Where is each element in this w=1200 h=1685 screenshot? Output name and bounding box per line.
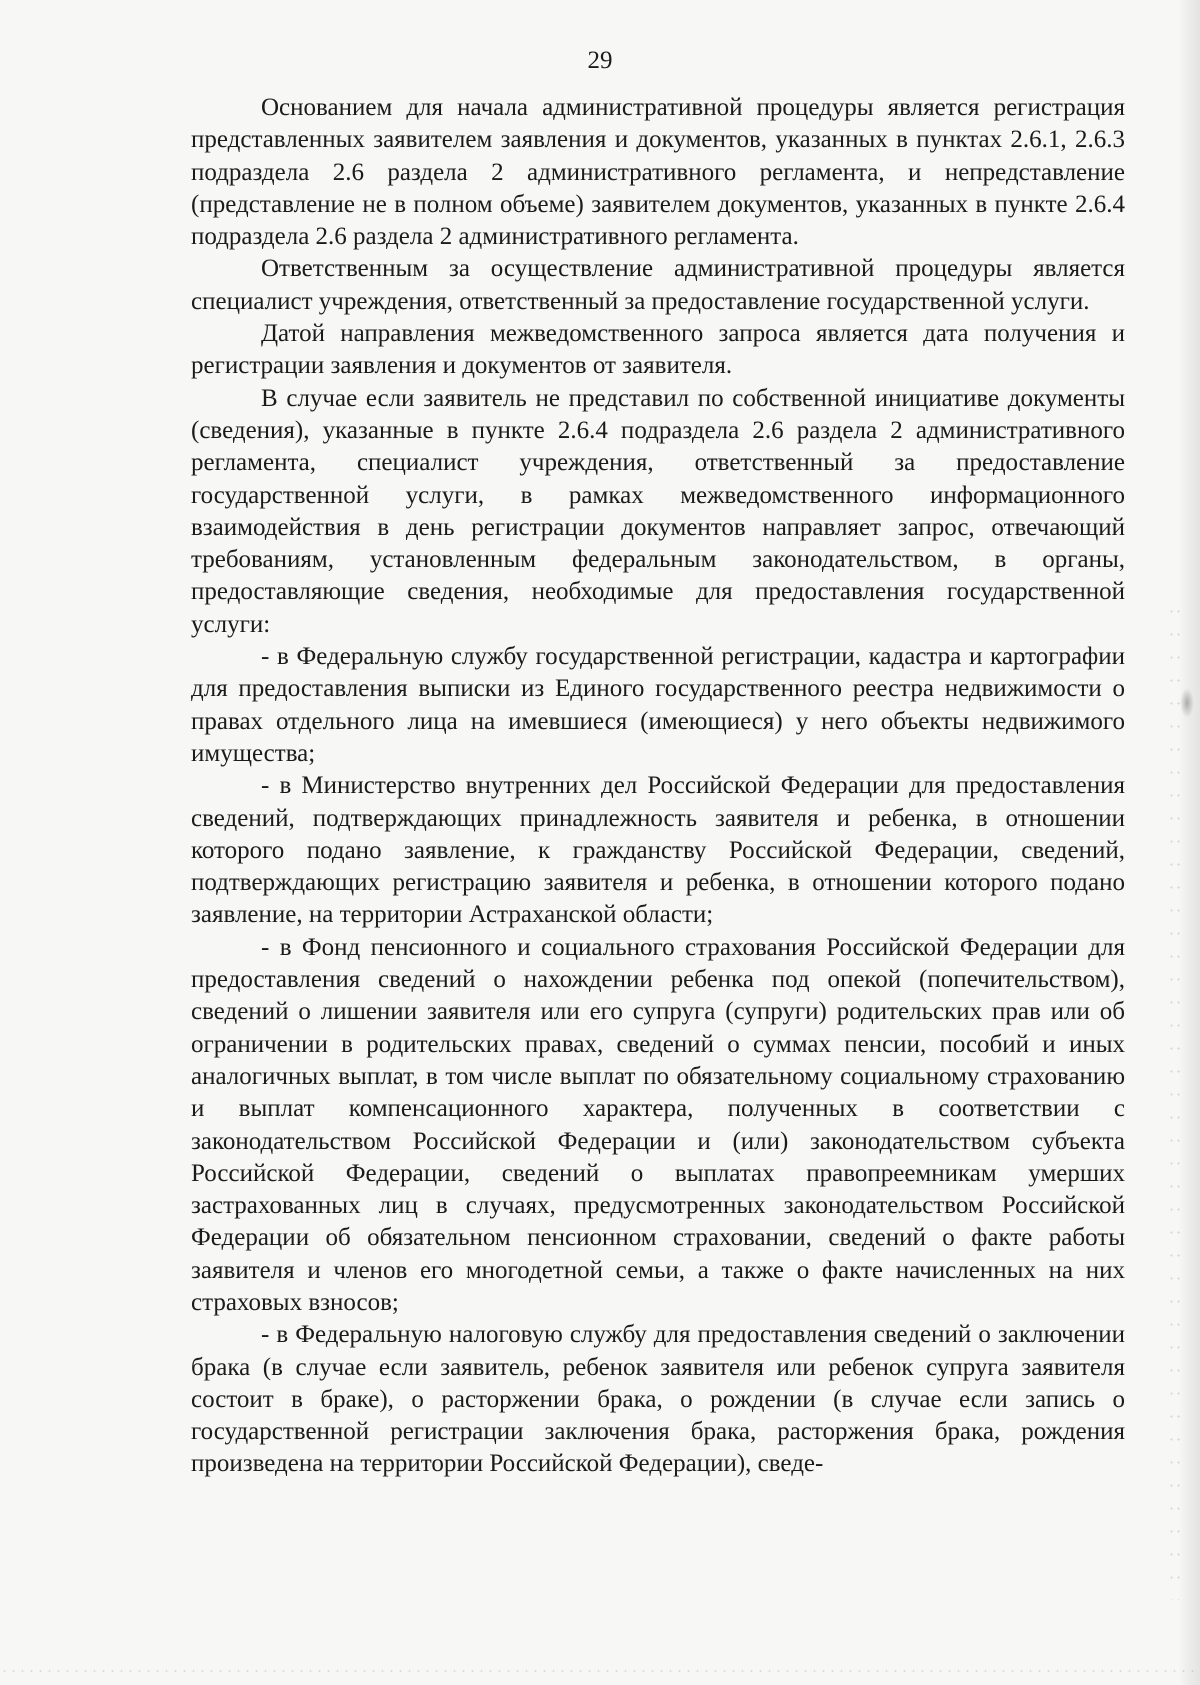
scan-bottom-noise xyxy=(0,1668,1200,1674)
page-number: 29 xyxy=(587,47,613,74)
paragraph-request-date: Датой направления межведомственного запроса является дата получения и регистрации заявления и документов от заявителя. xyxy=(191,320,1125,380)
list-item-social-fund: - в Фонд пенсионного и социального страхования Российской Федерации для предоставления сведений о нахождении ребенка под опекой (попечительством), сведений о лишении заявителя или его супруга (супруги) родительских прав или об ограничении в родительских правах, сведений о суммах пенсии, пособий и иных аналогичных выплат, в том числе выплат по обязательному социальному страхованию и выплат компенсационного характера, полученных в соответствии с законодательством Российской Федерации и (или) законодательством субъекта Российской Федерации, сведений о выплатах правопреемникам умерших застрахованных лиц в случаях, предусмотренных законодательством Российской Федерации об обязательном пенсионном страховании, сведений о факте работы заявителя и членов его многодетной семьи, а также о факте начисленных на них страховых взносов; xyxy=(191,933,1125,1316)
scan-artifact xyxy=(1180,688,1194,718)
list-item-rosreestr: - в Федеральную службу государственной регистрации, кадастра и картографии для предоставления выписки из Единого государственного реестра недвижимости о правах отдельного лица на имевшиеся (имеющиеся) у него объекты недвижимого имущества; xyxy=(191,643,1125,767)
paragraph-responsible: Ответственным за осуществление административной процедуры является специалист учреждения, ответственный за предоставление государственной услуги. xyxy=(191,255,1125,315)
paragraph-interagency-request: В случае если заявитель не представил по собственной инициативе документы (сведения), указанные в пункте 2.6.4 подраздела 2.6 раздела 2 административного регламента, специалист учреждения, ответственный за предоставление государственной услуги, в рамках межведомственного информационного взаимодействия в день регистрации документов направляет запрос, отвечающий требованиям, установленным федеральным законодательством, в органы, предоставляющие сведения, необходимые для предоставления государственной услуги: xyxy=(191,384,1125,638)
document-body xyxy=(191,92,1125,1481)
list-item-tax-service: - в Федеральную налоговую службу для предоставления сведений о заключении брака (в случае если заявитель, ребенок заявителя или ребенок супруга заявителя состоит в браке), о расторжении брака, о рождении (в случае если запись о государственной регистрации заключения брака, расторжения брака, рождения произведена на территории Российской Федерации), сведе- xyxy=(191,1321,1125,1478)
paragraph-basis: Основанием для начала административной процедуры является регистрация представленных заявителем заявления и документов, указанных в пунктах 2.6.1, 2.6.3 подраздела 2.6 раздела 2 административного регламента, и непредставление (представление не в полном объеме) заявителем документов, указанных в пункте 2.6.4 подраздела 2.6 раздела 2 административного регламента. xyxy=(191,94,1125,251)
scan-edge-noise xyxy=(1168,600,1182,1600)
list-item-mvd: - в Министерство внутренних дел Российской Федерации для предоставления сведений, подтверждающих принадлежность заявителя и ребенка, в отношении которого подано заявление, к гражданству Российской Федерации, сведений, подтверждающих регистрацию заявителя и ребенка, в отношении которого подано заявление, на территории Астраханской области; xyxy=(191,772,1125,929)
